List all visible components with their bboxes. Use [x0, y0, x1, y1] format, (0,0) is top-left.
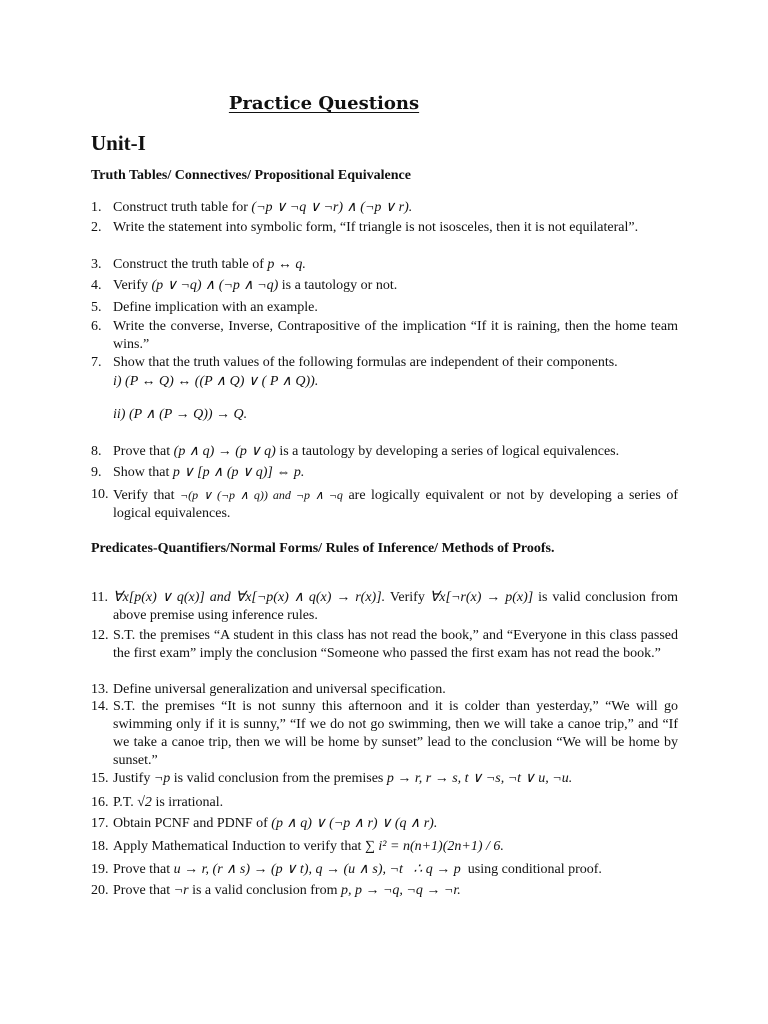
question-2: 2. Write the statement into symbolic form, “If triangle is not isosceles, then it is not equilateral”.	[91, 220, 639, 235]
question-3: 3. Construct the truth table of p ↔ q.	[91, 257, 306, 272]
question-17: 17. Obtain PCNF and PDNF of (p ∧ q) ∨ (¬p ∧ r) ∨ (q ∧ r).	[91, 816, 438, 831]
question-20: 20. Prove that ¬r is a valid conclusion from p, p → ¬q, ¬q → ¬r.	[91, 883, 461, 898]
question-6: 6. Write the converse, Inverse, Contrapositive of the implication “If it is raining, then the home team wins.”	[91, 319, 678, 352]
question-16: 16. P.T. √2 is irrational.	[91, 795, 224, 810]
section-heading-2: Predicates-Quantifiers/Normal Forms/ Rules of Inference/ Methods of Proofs.	[91, 541, 555, 556]
question-12: 12. S.T. the premises “A student in this class has not read the book,” and “Everyone in this class passed the first exam” imply the conclusion “Someone who passed the first exam has not read the book.”	[91, 628, 678, 661]
question-5: 5. Define implication with an example.	[91, 300, 318, 315]
unit-heading: Unit-I	[91, 131, 146, 155]
question-15: 15. Justify ¬p is valid conclusion from the premises p → r, r → s, t ∨ ¬s, ¬t ∨ u, ¬u.	[91, 771, 573, 786]
question-19: 19. Prove that u → r, (r ∧ s) → (p ∨ t), q → (u ∧ s), ¬t ∴ q → p using conditional proof.	[91, 862, 602, 877]
page-title: Practice Questions	[228, 93, 420, 114]
question-13: 13. Define universal generalization and universal specification.	[91, 682, 446, 697]
question-7-part-i: i) (P ↔ Q) ↔ ((P ∧ Q) ∨ ( P ∧ Q)).	[113, 374, 319, 389]
question-7: 7. Show that the truth values of the following formulas are independent of their components.	[91, 355, 618, 370]
question-7-part-ii: ii) (P ∧ (P → Q)) → Q.	[113, 407, 248, 422]
question-9: 9. Show that p ∨ [p ∧ (p ∨ q)] ⇔ p.	[91, 465, 305, 480]
question-11: 11. ∀x[p(x) ∨ q(x)] and ∀x[¬p(x) ∧ q(x) → r(x)]. Verify ∀x[¬r(x) → p(x)] is valid conclusion from above premise using inference rules.	[91, 590, 679, 623]
question-1: 1. Construct truth table for (¬p ∨ ¬q ∨ ¬r) ∧ (¬p ∨ r).	[91, 200, 413, 215]
question-8: 8. Prove that (p ∧ q) → (p ∨ q) is a tautology by developing a series of logical equivalences.	[91, 444, 620, 459]
question-18: 18. Apply Mathematical Induction to verify that ∑ i² = n(n+1)(2n+1) / 6.	[91, 839, 504, 854]
section-heading-1: Truth Tables/ Connectives/ Propositional Equivalence	[91, 168, 411, 183]
question-4: 4. Verify (p ∨ ¬q) ∧ (¬p ∧ ¬q) is a tautology or not.	[91, 278, 398, 293]
question-10: 10. Verify that ¬(p ∨ (¬p ∧ q)) and ¬p ∧ ¬q are logically equivalent or not by developing a series of logical equivalences.	[91, 487, 679, 521]
question-14: 14. S.T. the premises “It is not sunny this afternoon and it is colder than yesterday,” “We will go swimming only if it is sunny,” “If we do not go swimming, then we will take a canoe trip,” and “If we take a canoe trip, then we will be home by sunset” lead to the conclusion “We will be home by sunset.”	[91, 699, 678, 768]
